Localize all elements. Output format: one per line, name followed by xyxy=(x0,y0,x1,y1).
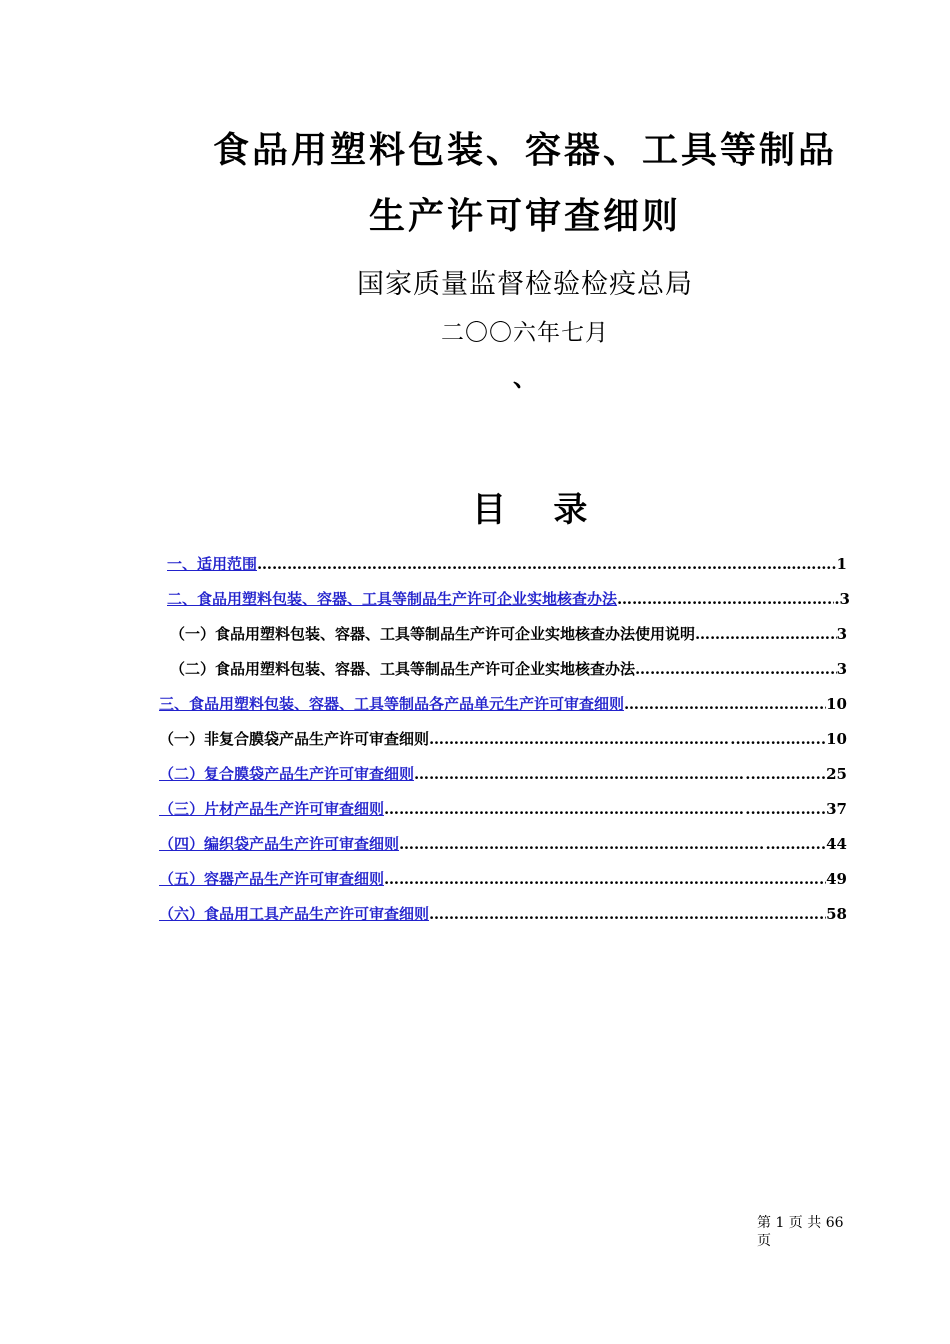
toc-entry-text[interactable]: （六）食品用工具产品生产许可审查细则 xyxy=(159,905,430,923)
toc-page-number: 3 xyxy=(836,625,847,643)
toc-leader xyxy=(617,590,834,608)
issuing-agency: 国家质量监督检验检疫总局 xyxy=(357,269,693,300)
toc-page-number: .3 xyxy=(834,590,850,608)
toc-entry-text[interactable]: （五）容器产品生产许可审查细则 xyxy=(159,870,385,888)
toc-page-number: ………...44 xyxy=(765,835,847,853)
issue-date: 二〇〇六年七月 xyxy=(441,320,609,346)
toc-leader xyxy=(695,625,837,643)
toc-leader xyxy=(429,730,730,748)
toc-entry[interactable] xyxy=(159,868,847,890)
toc-entry[interactable] xyxy=(170,623,847,645)
toc-entry-text[interactable]: （四）编织袋产品生产许可审查细则 xyxy=(159,835,400,853)
page-footer xyxy=(757,1214,847,1250)
toc-entry-text[interactable]: 二、食品用塑料包装、容器、工具等制品生产许可企业实地核查办法 xyxy=(167,590,618,608)
toc-entry-text[interactable]: 三、食品用塑料包装、容器、工具等制品各产品单元生产许可审查细则 xyxy=(159,695,625,713)
page-info-line-2: 页 xyxy=(757,1233,771,1249)
toc-entry[interactable] xyxy=(167,588,850,610)
page-info-line-1: 第 1 页 共 66 xyxy=(757,1215,844,1231)
toc-page-number: ..……………..10 xyxy=(730,730,847,748)
toc-entry-text[interactable]: （三）片材产品生产许可审查细则 xyxy=(159,800,385,818)
stray-mark: 、 xyxy=(513,363,537,392)
document-title-line-1: 食品用塑料包装、容器、工具等制品 xyxy=(212,129,837,171)
toc-leader xyxy=(384,800,745,818)
toc-page-number: 58 xyxy=(826,905,847,923)
toc-leader xyxy=(257,555,786,573)
toc-page-number: 3 xyxy=(836,660,847,678)
toc-page-number: ..…………..25 xyxy=(745,765,847,783)
toc-entry-text: （一）食品用塑料包装、容器、工具等制品生产许可企业实地核查办法使用说明 xyxy=(170,625,696,643)
toc-entry-text: （二）食品用塑料包装、容器、工具等制品生产许可企业实地核查办法 xyxy=(170,660,636,678)
document-title-line-2: 生产许可审查细则 xyxy=(368,195,681,237)
toc-entry[interactable] xyxy=(159,728,847,750)
toc-leader xyxy=(414,765,745,783)
toc-entry-text[interactable]: 一、适用范围 xyxy=(167,555,258,573)
toc-leader xyxy=(384,870,826,888)
toc-page-number: 10 xyxy=(826,695,847,713)
toc-entry[interactable] xyxy=(159,693,847,715)
toc-entry-text[interactable]: （二）复合膜袋产品生产许可审查细则 xyxy=(159,765,415,783)
toc-entry[interactable] xyxy=(159,763,847,785)
toc-leader xyxy=(429,905,826,923)
toc-entry[interactable] xyxy=(159,833,847,855)
toc-leader xyxy=(624,695,826,713)
toc-page-number: ..…………..37 xyxy=(745,800,847,818)
toc-page-number: 49 xyxy=(826,870,847,888)
toc-entry[interactable] xyxy=(170,658,847,680)
toc-leader xyxy=(399,835,765,853)
toc-leader xyxy=(635,660,837,678)
toc-entry-text: （一）非复合膜袋产品生产许可审查细则 xyxy=(159,730,430,748)
toc-page-number: ……….1 xyxy=(786,555,847,573)
toc-entry[interactable] xyxy=(167,553,847,575)
toc-entry[interactable] xyxy=(159,798,847,820)
toc-entry[interactable] xyxy=(159,903,847,925)
toc-heading: 目 录 xyxy=(472,490,588,530)
